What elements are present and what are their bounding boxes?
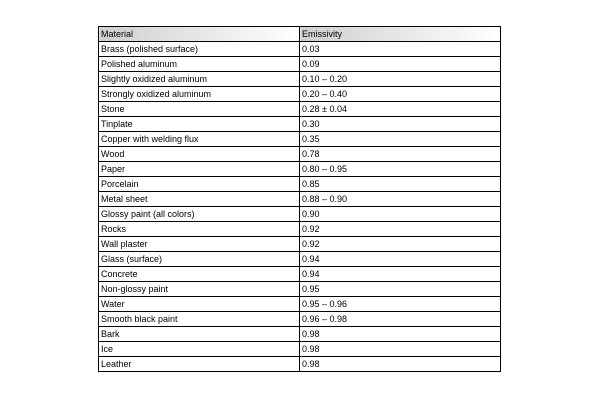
material-cell: Tinplate: [99, 117, 300, 132]
material-cell: Bark: [99, 327, 300, 342]
emissivity-table-container: [98, 26, 500, 372]
material-cell: Glossy paint (all colors): [99, 207, 300, 222]
emissivity-cell: 0.80 – 0.95: [300, 162, 501, 177]
material-cell: Water: [99, 297, 300, 312]
table-row: [99, 207, 501, 222]
table-row: [99, 42, 501, 57]
emissivity-cell: 0.95: [300, 282, 501, 297]
table-row: [99, 282, 501, 297]
emissivity-cell: 0.78: [300, 147, 501, 162]
table-row: [99, 327, 501, 342]
material-cell: Copper with welding flux: [99, 132, 300, 147]
table-row: [99, 177, 501, 192]
emissivity-cell: 0.30: [300, 117, 501, 132]
material-cell: Rocks: [99, 222, 300, 237]
material-cell: Strongly oxidized aluminum: [99, 87, 300, 102]
table-row: [99, 222, 501, 237]
table-row: [99, 192, 501, 207]
table-body: [99, 42, 501, 372]
table-row: [99, 357, 501, 372]
emissivity-table: [98, 26, 501, 372]
emissivity-cell: 0.88 – 0.90: [300, 192, 501, 207]
material-cell: Wall plaster: [99, 237, 300, 252]
emissivity-cell: 0.98: [300, 327, 501, 342]
table-header: [99, 27, 501, 42]
emissivity-cell: 0.85: [300, 177, 501, 192]
material-cell: Concrete: [99, 267, 300, 282]
emissivity-cell: 0.94: [300, 267, 501, 282]
material-cell: Smooth black paint: [99, 312, 300, 327]
emissivity-cell: 0.94: [300, 252, 501, 267]
emissivity-cell: 0.92: [300, 237, 501, 252]
table-row: [99, 237, 501, 252]
column-header-emissivity: Emissivity: [300, 27, 501, 42]
material-cell: Porcelain: [99, 177, 300, 192]
material-cell: Wood: [99, 147, 300, 162]
table-row: [99, 252, 501, 267]
table-row: [99, 72, 501, 87]
material-cell: Ice: [99, 342, 300, 357]
material-cell: Leather: [99, 357, 300, 372]
material-cell: Brass (polished surface): [99, 42, 300, 57]
material-cell: Slightly oxidized aluminum: [99, 72, 300, 87]
emissivity-cell: 0.10 – 0.20: [300, 72, 501, 87]
table-row: [99, 57, 501, 72]
emissivity-cell: 0.96 – 0.98: [300, 312, 501, 327]
table-row: [99, 342, 501, 357]
material-cell: Glass (surface): [99, 252, 300, 267]
table-row: [99, 162, 501, 177]
material-cell: Non-glossy paint: [99, 282, 300, 297]
emissivity-cell: 0.98: [300, 357, 501, 372]
emissivity-cell: 0.92: [300, 222, 501, 237]
table-row: [99, 87, 501, 102]
table-row: [99, 117, 501, 132]
material-cell: Metal sheet: [99, 192, 300, 207]
emissivity-cell: 0.35: [300, 132, 501, 147]
table-row: [99, 132, 501, 147]
emissivity-cell: 0.03: [300, 42, 501, 57]
material-cell: Paper: [99, 162, 300, 177]
column-header-material: Material: [99, 27, 300, 42]
emissivity-cell: 0.95 – 0.96: [300, 297, 501, 312]
emissivity-cell: 0.98: [300, 342, 501, 357]
table-row: [99, 297, 501, 312]
table-row: [99, 147, 501, 162]
material-cell: Stone: [99, 102, 300, 117]
emissivity-cell: 0.09: [300, 57, 501, 72]
material-cell: Polished aluminum: [99, 57, 300, 72]
table-row: [99, 102, 501, 117]
table-row: [99, 312, 501, 327]
emissivity-cell: 0.28 ± 0.04: [300, 102, 501, 117]
table-row: [99, 267, 501, 282]
emissivity-cell: 0.90: [300, 207, 501, 222]
emissivity-cell: 0.20 – 0.40: [300, 87, 501, 102]
header-row: [99, 27, 501, 42]
